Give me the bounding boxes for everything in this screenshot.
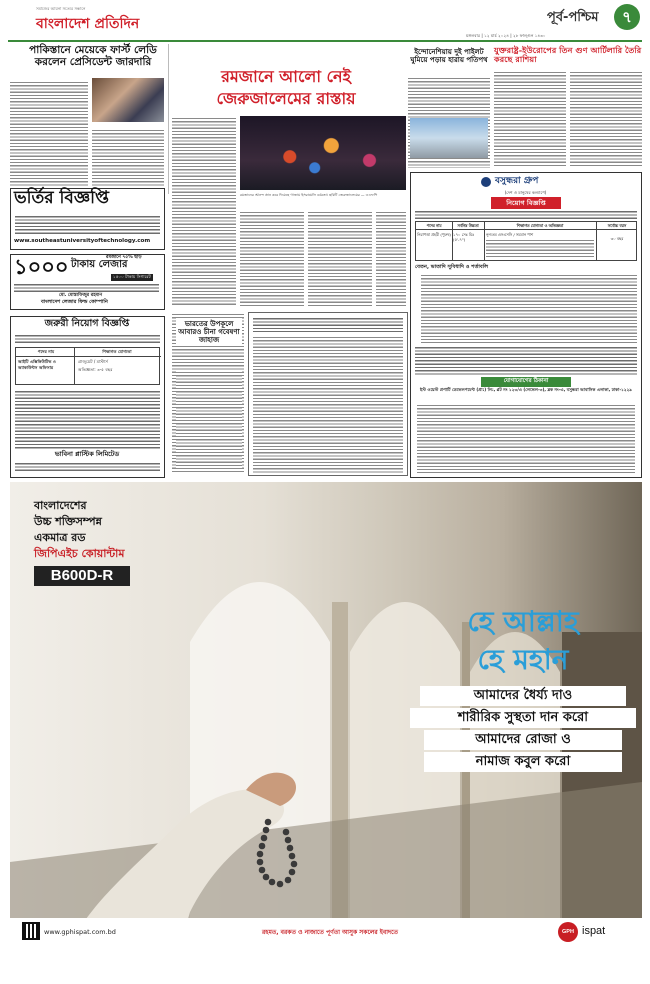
- gph-prayer-line-2: আমাদের রোজা ও: [424, 730, 622, 750]
- admission-ad: [10, 188, 165, 250]
- gph-prayer: [410, 686, 636, 774]
- laser-company: বাংলাদেশ লেজার ফিল্ড কোম্পানি: [41, 299, 108, 305]
- laser-tag: ১৫০০ টাকায় সিগারেট: [113, 274, 151, 279]
- laser-ad: [10, 254, 165, 310]
- pakistan-headline: পাকিস্তানে মেয়েকে ফার্স্ট লেডি করলেন প্রেসিডেন্ট জারদারি: [29, 44, 157, 69]
- pakistan-photo: [92, 78, 164, 122]
- us-europe-headline: যুক্তরাষ্ট্র-ইউরোপের তিন গুণ আর্টিলারি তৈরি করছে রাশিয়া: [494, 45, 642, 65]
- bashundhara-address-title: যোগাযোগের ঠিকানা: [481, 377, 571, 387]
- jerusalem-headline-box: [170, 68, 402, 112]
- indonesia-headline: ইন্দোনেশিয়ায় দুই পাইলট ঘুমিয়ে পড়ায় হারায় পতিপথ: [410, 48, 488, 65]
- bashundhara-intro: [415, 209, 637, 219]
- notice-box: [248, 312, 408, 476]
- urgent-address: [15, 461, 160, 473]
- bashundhara-group: বসুন্ধরা গ্রুপ: [495, 176, 539, 186]
- urgent-td-0-1: গ্রাজুয়েট / মাস্টার্স: [78, 359, 108, 364]
- gph-prayer-line-1: শারীরিক সুস্থতা দান করো: [410, 708, 636, 728]
- logo: বাংলাদেশ প্রতিদিন: [36, 16, 140, 32]
- notice-header: [253, 316, 403, 332]
- bashundhara-ad: [410, 172, 642, 478]
- gph-prayer-line-0: আমাদের ধৈর্য্য দাও: [420, 686, 626, 706]
- notice-body: [253, 335, 403, 473]
- laser-ramadan: রমজানে ৭৫% ছাড়: [106, 255, 142, 260]
- us-europe-body-1: [494, 70, 566, 166]
- urgent-company: ভাবিনা প্লাস্টিক লিমিটেড: [54, 450, 120, 458]
- bh-td-1: ১৭০ সেঃ মিঃ (৫'-৭"): [453, 232, 475, 242]
- gph-ad: [10, 482, 642, 946]
- masthead: [0, 0, 650, 40]
- jerusalem-headline-2: জেরুজালেমের রাস্তায়: [216, 89, 356, 108]
- page-number-badge: ৭: [614, 4, 640, 30]
- bashundhara-terms: [417, 403, 635, 473]
- bh-td-0: নিরাপত্তা প্রহরী (পুরুষ): [417, 232, 451, 237]
- admission-website: www.southeastuniversityoftechnology.com: [14, 238, 151, 244]
- us-europe-body-2: [570, 70, 642, 166]
- bh-row-line: [416, 229, 637, 230]
- masthead-rule: [8, 40, 642, 42]
- bh-col-line-3: [596, 222, 597, 261]
- bashundhara-address: ইস্ট ওয়েস্ট প্রপার্টি ডেভেলপমেন্ট (প্রা:) লি:, প্লট নং ১২৩/এ (লেভেল-৩), ব্লক নং-এ, বসুন্ধরা আবাসিক এলাকা, ঢাকা-১২২৯: [419, 387, 633, 392]
- bh-th-3: সর্বোচ্চ বয়স: [607, 223, 627, 228]
- urgent-intro: [15, 333, 160, 345]
- bashundhara-subtitle: (দেশ ও মানুষের কল্যাণে): [504, 190, 547, 195]
- urgent-body: [15, 389, 160, 449]
- gph-product-badge: B600D-R: [34, 566, 130, 586]
- bh-td-2-more: [486, 238, 594, 258]
- bh-th-1: সর্বনিম্ন উচ্চতা: [457, 223, 479, 228]
- jerusalem-body-col4: [376, 210, 406, 306]
- bh-th-0: পদের নাম: [426, 223, 442, 228]
- gph-website: www.gphispat.com.bd: [44, 928, 116, 936]
- bashundhara-title: নিয়োগ বিজ্ঞপ্তি: [491, 197, 561, 210]
- bashundhara-benefits-title: বেতন, ভাতাদি সুবিধাদি ও শর্তাবলি: [415, 264, 489, 270]
- jerusalem-photo: [240, 116, 406, 190]
- urgent-title: জরুরী নিয়োগ বিজ্ঞপ্তি: [44, 318, 130, 329]
- gph-left-line4: জিপিএইচ কোয়ান্টাম: [34, 547, 125, 560]
- gph-title-line2: হে মহান: [477, 643, 569, 676]
- jerusalem-caption: রমজানের আনন্দ ম্লান করে দিয়েছে গাজায় ইসরায়েলি বর্বরতা। ছবিটি জেরুজালেমের — এএফপি: [240, 193, 378, 197]
- gph-qr-icon: [22, 922, 40, 940]
- jerusalem-body-col3: [308, 210, 372, 306]
- urgent-ad: [10, 316, 165, 478]
- bh-th-2: শিক্ষাগত যোগ্যতা ও অভিজ্ঞতা: [516, 223, 564, 228]
- gph-left-line3: একমাত্র রড: [34, 531, 86, 544]
- section-title: পূর্ব-পশ্চিম: [547, 10, 599, 25]
- urgent-table: [15, 347, 160, 385]
- china-body-left-lower: [176, 370, 242, 472]
- laser-amount: ১০০০: [14, 254, 69, 279]
- bh-td-2: নূন্যতম এসএসসি / সমমান পাশ: [486, 232, 534, 237]
- urgent-td-1-1: অভিজ্ঞতা: ৩-৫ বছর: [78, 367, 113, 372]
- laser-unit: টাকায় লেজার: [71, 259, 128, 270]
- bh-col-line-2: [484, 222, 485, 261]
- laser-contact: মো. মোস্তাফিজুর রহমান: [59, 293, 103, 298]
- urgent-row-line: [16, 356, 161, 357]
- admission-body: [15, 214, 160, 236]
- bh-td-3: ৩০ বছর: [610, 236, 624, 241]
- bashundhara-note: [415, 345, 637, 375]
- gph-left-line2: উচ্চ শক্তিসম্পন্ন: [34, 515, 102, 528]
- china-headline: ভারতের উপকূলে আবারও চীনা গবেষণা জাহাজ: [176, 318, 242, 346]
- bashundhara-table: [415, 221, 637, 261]
- urgent-th-1: শিক্ষাগত যোগ্যতা: [102, 349, 132, 354]
- jerusalem-body-col1: [172, 116, 236, 306]
- bashundhara-benefits: [421, 273, 637, 343]
- urgent-th-0: পদের নাম: [37, 349, 55, 354]
- jerusalem-headline-1: রমজানে আলো নেই: [221, 67, 351, 86]
- urgent-col-line: [74, 348, 75, 385]
- pakistan-body-left: [10, 80, 88, 186]
- jerusalem-body-col2: [240, 210, 304, 306]
- date-line: মঙ্গলবার | ১২ মার্চ ২০২৪ | ২৮ ফাল্গুন ১৪৩০: [466, 33, 546, 38]
- admission-title: ভর্তির বিজ্ঞপ্তি: [14, 188, 109, 208]
- gph-logo-icon: GPH: [558, 922, 578, 942]
- divider: [168, 44, 169, 194]
- urgent-td-0-0: আইটি এক্সিকিউটিভ ও অ্যাকাউন্টস অফিসার: [18, 359, 56, 370]
- gph-left-line1: বাংলাদেশের: [34, 499, 87, 512]
- gph-title-line1: হে আল্লাহ: [467, 605, 579, 638]
- bashundhara-logo-icon: [481, 177, 491, 187]
- gph-brand: ispat: [582, 925, 606, 937]
- indonesia-photo: [410, 118, 488, 158]
- tagline: সমাজের আয়না সত্যের সন্ধানে: [36, 6, 86, 11]
- gph-footer-text: রহমত, বরকত ও নাজাতে পূর্ণতা আসুক সকলের ইবাদতে: [262, 929, 398, 936]
- gph-prayer-line-3: নামাজ কবুল করো: [424, 752, 622, 772]
- pakistan-body-right: [92, 128, 164, 186]
